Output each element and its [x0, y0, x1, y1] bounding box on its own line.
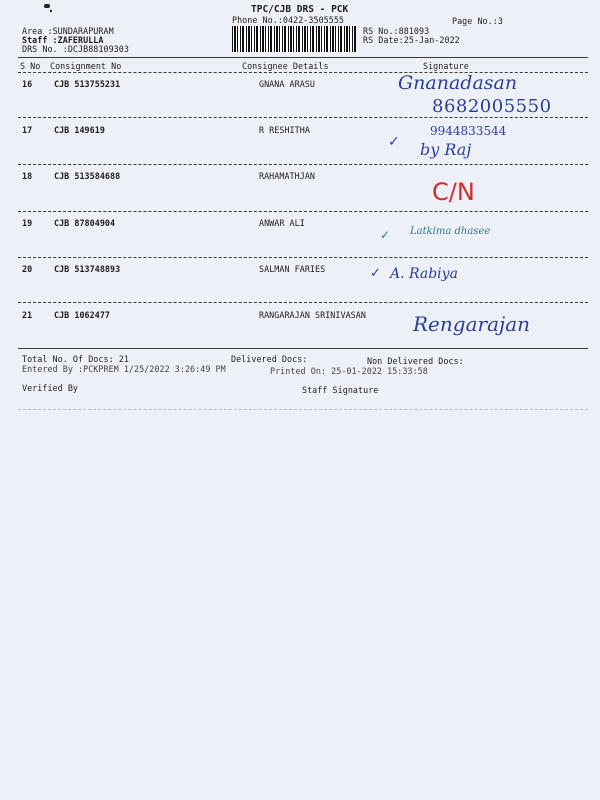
rs-number: RS No.:881093 — [363, 26, 430, 36]
delivered-docs: Delivered Docs: — [231, 354, 308, 364]
drs-label: DRS No. : — [22, 44, 68, 54]
drs-value: DCJB88109303 — [67, 44, 129, 54]
handwritten-phone: 8682005550 — [432, 96, 552, 117]
footer-divider — [18, 409, 588, 410]
handwritten-signature: Rengarajan — [413, 312, 530, 336]
row-sno: 17 — [22, 125, 33, 135]
handwritten-signature: A. Rabiya — [390, 266, 458, 282]
row-divider — [18, 302, 588, 303]
rs-date: RS Date:25-Jan-2022 — [363, 35, 460, 45]
phone-number: Phone No.:0422-3505555 — [232, 15, 345, 25]
header-divider-top — [18, 57, 588, 58]
row-consignee: R RESHITHA — [259, 125, 310, 135]
row-divider — [18, 164, 588, 165]
column-consignee: Consignee Details — [242, 61, 329, 71]
row-consignee: RAHAMATHJAN — [259, 171, 316, 181]
checkmark-icon: ✓ — [388, 134, 400, 150]
total-docs: Total No. Of Docs: 21 — [22, 354, 129, 364]
staff-signature: Staff Signature — [302, 385, 379, 395]
handwritten-signature: C/N — [432, 178, 475, 206]
column-sno: S No — [20, 61, 41, 71]
scan-mark — [44, 4, 50, 8]
staff-label: Staff : — [22, 35, 58, 45]
row-consignment: CJB 1062477 — [54, 310, 111, 320]
row-consignment: CJB 513755231 — [54, 79, 121, 89]
handwritten-signature: by Raj — [420, 140, 472, 159]
column-signature: Signature — [423, 61, 469, 71]
staff-value: ZAFERULLA — [57, 35, 104, 45]
verified-by: Verified By — [22, 383, 79, 393]
row-divider — [18, 257, 588, 258]
printed-on: Printed On: 25-01-2022 15:33:58 — [270, 366, 428, 376]
checkmark-icon: ✓ — [370, 266, 381, 281]
row-consignment: CJB 513748893 — [54, 264, 121, 274]
row-sno: 18 — [22, 171, 33, 181]
handwritten-signature: Latkima dhasee — [410, 226, 491, 237]
area-value: SUNDARAPURAM — [52, 26, 114, 36]
row-consignment: CJB 513584688 — [54, 171, 121, 181]
scan-mark — [50, 10, 52, 12]
row-divider — [18, 117, 588, 118]
row-consignee: SALMAN FARIES — [259, 264, 326, 274]
row-sno: 21 — [22, 310, 33, 320]
handwritten-signature: Gnanadasan — [398, 72, 518, 94]
area-label: Area : — [22, 26, 53, 36]
page-number: Page No.:3 — [452, 16, 503, 26]
row-divider — [18, 211, 588, 212]
document-title: TPC/CJB DRS - PCK — [251, 4, 349, 15]
checkmark-icon: ✓ — [380, 228, 391, 242]
row-consignee: GNANA ARASU — [259, 79, 316, 89]
row-sno: 19 — [22, 218, 33, 228]
entered-by: Entered By :PCKPREM 1/25/2022 3:26:49 PM — [22, 364, 226, 374]
non-delivered-docs: Non Delivered Docs: — [367, 356, 464, 366]
row-consignment: CJB 87804904 — [54, 218, 116, 228]
row-sno: 20 — [22, 264, 33, 274]
table-divider-bottom — [18, 348, 588, 349]
drs-line — [22, 44, 129, 54]
row-consignment: CJB 149619 — [54, 125, 105, 135]
row-consignee: RANGARAJAN SRINIVASAN — [259, 310, 366, 320]
barcode — [232, 26, 356, 52]
column-consignment: Consignment No — [50, 61, 122, 71]
handwritten-phone: 9944833544 — [430, 124, 507, 138]
row-consignee: ANWAR ALI — [259, 218, 305, 228]
row-sno: 16 — [22, 79, 33, 89]
